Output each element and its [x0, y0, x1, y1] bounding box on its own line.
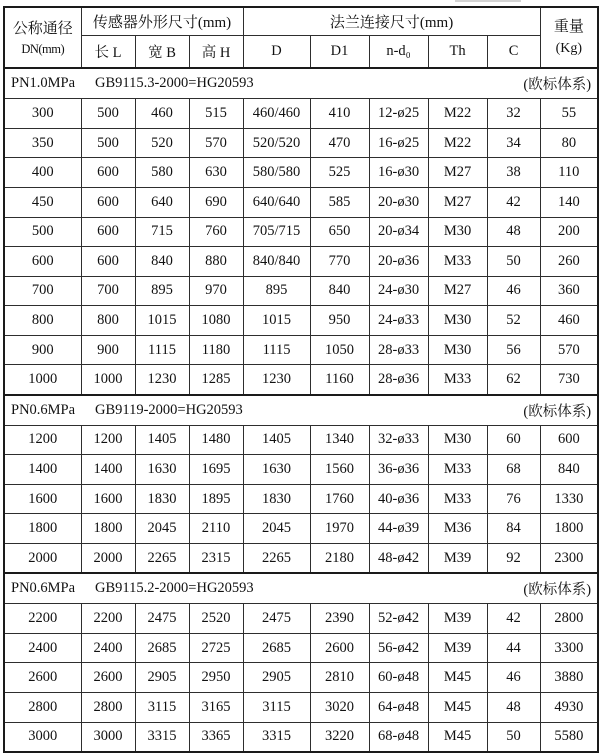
table-cell: 2905: [135, 663, 189, 693]
table-row: [4, 693, 598, 723]
table-row: [4, 187, 598, 217]
table-cell: M33: [428, 365, 487, 395]
header-d1: D1: [310, 35, 369, 68]
header-length-l: 长 L: [81, 35, 135, 68]
header-height-h: 高 H: [189, 35, 243, 68]
table-cell: M45: [428, 663, 487, 693]
table-cell: M45: [428, 722, 487, 752]
table-cell: 2800: [540, 604, 598, 634]
table-cell: M30: [428, 425, 487, 455]
table-cell: 880: [189, 247, 243, 277]
table-cell: 1230: [135, 365, 189, 395]
header-nominal-diameter-unit: DN(mm): [21, 42, 65, 56]
table-cell: 20-ø34: [369, 217, 428, 247]
table-cell: 900: [81, 335, 135, 365]
table-cell: 2475: [135, 604, 189, 634]
table-cell: 400: [4, 158, 81, 188]
table-cell: 56: [487, 335, 540, 365]
table-cell: 2475: [243, 604, 310, 634]
table-cell: 570: [189, 128, 243, 158]
header-weight-cn: 重量: [553, 19, 584, 36]
table-cell: 570: [540, 335, 598, 365]
scan-artifact: [455, 0, 521, 2]
table-cell: 1405: [243, 425, 310, 455]
table-cell: 2520: [189, 604, 243, 634]
table-cell: 410: [310, 99, 369, 129]
table-cell: 1760: [310, 484, 369, 514]
table-cell: 600: [81, 247, 135, 277]
table-cell: 110: [540, 158, 598, 188]
table-cell: 3220: [310, 722, 369, 752]
table-cell: 705/715: [243, 217, 310, 247]
section-standard: GB9115.2-2000=HG20593: [95, 580, 254, 597]
table-cell: 5580: [540, 722, 598, 752]
table-row: [4, 306, 598, 336]
table-cell: 700: [4, 276, 81, 306]
table-cell: 350: [4, 128, 81, 158]
table-cell: 52-ø42: [369, 604, 428, 634]
table-cell: 520/520: [243, 128, 310, 158]
table-cell: 3000: [81, 722, 135, 752]
table-row: [4, 544, 598, 574]
table-cell: 1600: [81, 484, 135, 514]
header-d: D: [243, 35, 310, 68]
table-cell: 20-ø36: [369, 247, 428, 277]
table-cell: 515: [189, 99, 243, 129]
table-cell: M30: [428, 335, 487, 365]
table-cell: 2265: [243, 544, 310, 574]
table-cell: 2110: [189, 514, 243, 544]
table-cell: 2000: [81, 544, 135, 574]
table-cell: 1830: [243, 484, 310, 514]
table-cell: 55: [540, 99, 598, 129]
section-row: [4, 68, 598, 99]
table-cell: 28-ø33: [369, 335, 428, 365]
table-cell: 460/460: [243, 99, 310, 129]
section-note: (欧标体系): [523, 77, 592, 94]
table-cell: 2300: [540, 544, 598, 574]
table-cell: 840/840: [243, 247, 310, 277]
table-cell: 580/580: [243, 158, 310, 188]
table-cell: 1115: [243, 335, 310, 365]
table-row: [4, 455, 598, 485]
table-cell: 1895: [189, 484, 243, 514]
table-cell: 20-ø30: [369, 187, 428, 217]
table-cell: M39: [428, 633, 487, 663]
table-cell: M39: [428, 604, 487, 634]
table-cell: 200: [540, 217, 598, 247]
table-cell: 3315: [135, 722, 189, 752]
table-cell: 2800: [81, 693, 135, 723]
table-cell: 76: [487, 484, 540, 514]
table-cell: 34: [487, 128, 540, 158]
table-cell: 68: [487, 455, 540, 485]
table-cell: 640: [135, 187, 189, 217]
section-cell: [4, 68, 598, 99]
section-row: [4, 395, 598, 426]
table-cell: 600: [540, 425, 598, 455]
table-cell: 2200: [4, 604, 81, 634]
table-cell: 3880: [540, 663, 598, 693]
table-cell: 2045: [135, 514, 189, 544]
table-cell: 2600: [81, 663, 135, 693]
table-row: [4, 604, 598, 634]
table-row: [4, 276, 598, 306]
table-cell: 62: [487, 365, 540, 395]
table-cell: 24-ø30: [369, 276, 428, 306]
table-row: [4, 365, 598, 395]
table-row: [4, 99, 598, 129]
table-row: [4, 722, 598, 752]
table-cell: 48: [487, 693, 540, 723]
table-cell: 2905: [243, 663, 310, 693]
table-cell: 1800: [540, 514, 598, 544]
table-cell: 600: [4, 247, 81, 277]
table-row: [4, 633, 598, 663]
table-row: [4, 335, 598, 365]
table-cell: M36: [428, 514, 487, 544]
table-cell: 1695: [189, 455, 243, 485]
table-cell: 48-ø42: [369, 544, 428, 574]
table-cell: 42: [487, 187, 540, 217]
table-cell: 1115: [135, 335, 189, 365]
table-cell: 1000: [4, 365, 81, 395]
table-cell: 2685: [135, 633, 189, 663]
table-cell: M27: [428, 158, 487, 188]
table-cell: 50: [487, 247, 540, 277]
table-cell: 2725: [189, 633, 243, 663]
table-cell: 1560: [310, 455, 369, 485]
table-cell: 450: [4, 187, 81, 217]
section-note: (欧标体系): [523, 403, 592, 420]
table-row: [4, 514, 598, 544]
table-cell: 840: [540, 455, 598, 485]
table-cell: 900: [4, 335, 81, 365]
table-cell: 2265: [135, 544, 189, 574]
table-cell: 1285: [189, 365, 243, 395]
table-cell: 50: [487, 722, 540, 752]
table-cell: 46: [487, 276, 540, 306]
header-sensor-dimensions-group: 传感器外形尺寸(mm): [81, 7, 243, 35]
table-cell: 3165: [189, 693, 243, 723]
table-cell: 650: [310, 217, 369, 247]
table-cell: 690: [189, 187, 243, 217]
table-cell: 140: [540, 187, 598, 217]
table-row: [4, 217, 598, 247]
table-cell: M33: [428, 247, 487, 277]
table-cell: M33: [428, 484, 487, 514]
table-cell: 2600: [310, 633, 369, 663]
table-row: [4, 158, 598, 188]
table-cell: 2950: [189, 663, 243, 693]
table-row: [4, 663, 598, 693]
table-cell: 470: [310, 128, 369, 158]
table-row: [4, 484, 598, 514]
table-cell: 2000: [4, 544, 81, 574]
table-cell: 84: [487, 514, 540, 544]
section-row: [4, 573, 598, 604]
table-cell: 2400: [4, 633, 81, 663]
table-cell: 38: [487, 158, 540, 188]
table-cell: 80: [540, 128, 598, 158]
table-cell: 1830: [135, 484, 189, 514]
table-cell: 760: [189, 217, 243, 247]
table-cell: M27: [428, 276, 487, 306]
table-cell: 2315: [189, 544, 243, 574]
table-cell: 48: [487, 217, 540, 247]
table-cell: 40-ø36: [369, 484, 428, 514]
table-cell: 16-ø30: [369, 158, 428, 188]
section-pressure: PN0.6MPa: [11, 580, 76, 597]
table-cell: 1200: [81, 425, 135, 455]
table-cell: 2390: [310, 604, 369, 634]
table-row: [4, 128, 598, 158]
table-cell: 1200: [4, 425, 81, 455]
section-cell: [4, 395, 598, 426]
table-cell: 64-ø48: [369, 693, 428, 723]
table-cell: 1015: [135, 306, 189, 336]
table-cell: 600: [81, 158, 135, 188]
header-nominal-diameter: [4, 7, 81, 68]
table-cell: 460: [540, 306, 598, 336]
header-flange-dimensions-group: 法兰连接尺寸(mm): [243, 7, 540, 35]
table-cell: 3020: [310, 693, 369, 723]
table-cell: 60-ø48: [369, 663, 428, 693]
table-cell: 1630: [243, 455, 310, 485]
table-cell: 52: [487, 306, 540, 336]
table-cell: 300: [4, 99, 81, 129]
table-cell: 715: [135, 217, 189, 247]
table-cell: 500: [81, 128, 135, 158]
table-cell: 32-ø33: [369, 425, 428, 455]
table-cell: 28-ø36: [369, 365, 428, 395]
table-cell: M30: [428, 217, 487, 247]
table-cell: 3000: [4, 722, 81, 752]
table-body: [4, 68, 598, 752]
table-cell: 2810: [310, 663, 369, 693]
table-cell: 1970: [310, 514, 369, 544]
table-cell: 2685: [243, 633, 310, 663]
section-pressure: PN0.6MPa: [11, 401, 76, 418]
table-cell: 36-ø36: [369, 455, 428, 485]
table-cell: 600: [81, 217, 135, 247]
table-cell: M22: [428, 128, 487, 158]
table-cell: 12-ø25: [369, 99, 428, 129]
table-cell: M27: [428, 187, 487, 217]
table-cell: 700: [81, 276, 135, 306]
table-cell: 1080: [189, 306, 243, 336]
table-cell: 2200: [81, 604, 135, 634]
section-pressure: PN1.0MPa: [11, 75, 76, 92]
table-cell: 1330: [540, 484, 598, 514]
table-cell: 1340: [310, 425, 369, 455]
table-cell: 92: [487, 544, 540, 574]
table-cell: 1600: [4, 484, 81, 514]
header-nominal-diameter-cn: 公称通径: [12, 20, 73, 37]
table-cell: 1160: [310, 365, 369, 395]
header-c: C: [487, 35, 540, 68]
table-header: [4, 7, 598, 68]
section-standard: GB9119-2000=HG20593: [95, 401, 243, 418]
table-cell: 895: [135, 276, 189, 306]
table-cell: 32: [487, 99, 540, 129]
table-cell: 360: [540, 276, 598, 306]
table-cell: 950: [310, 306, 369, 336]
table-cell: 1015: [243, 306, 310, 336]
table-cell: 500: [81, 99, 135, 129]
table-cell: 520: [135, 128, 189, 158]
table-row: [4, 247, 598, 277]
table-cell: 1800: [4, 514, 81, 544]
table-cell: 580: [135, 158, 189, 188]
table-cell: 770: [310, 247, 369, 277]
table-cell: 730: [540, 365, 598, 395]
table-cell: 1480: [189, 425, 243, 455]
header-weight: [540, 7, 598, 68]
table-cell: 1050: [310, 335, 369, 365]
table-cell: 24-ø33: [369, 306, 428, 336]
section-standard: GB9115.3-2000=HG20593: [95, 75, 254, 92]
table-cell: 1230: [243, 365, 310, 395]
table-row: [4, 425, 598, 455]
table-cell: 46: [487, 663, 540, 693]
table-cell: 2180: [310, 544, 369, 574]
table-cell: 3315: [243, 722, 310, 752]
table-cell: 3115: [243, 693, 310, 723]
table-cell: 800: [4, 306, 81, 336]
table-cell: M45: [428, 693, 487, 723]
header-n-d0: n-d₀: [369, 35, 428, 68]
table-cell: 260: [540, 247, 598, 277]
table-cell: 2600: [4, 663, 81, 693]
table-cell: 500: [4, 217, 81, 247]
table-cell: M33: [428, 455, 487, 485]
table-cell: 2800: [4, 693, 81, 723]
table-cell: 525: [310, 158, 369, 188]
table-cell: 970: [189, 276, 243, 306]
table-cell: 3365: [189, 722, 243, 752]
table-cell: 68-ø48: [369, 722, 428, 752]
table-cell: 1000: [81, 365, 135, 395]
table-cell: 840: [310, 276, 369, 306]
table-cell: 3300: [540, 633, 598, 663]
section-note: (欧标体系): [523, 582, 592, 599]
table-cell: 800: [81, 306, 135, 336]
table-cell: 56-ø42: [369, 633, 428, 663]
table-cell: 3115: [135, 693, 189, 723]
table-cell: 1180: [189, 335, 243, 365]
table-cell: 1405: [135, 425, 189, 455]
table-cell: 1800: [81, 514, 135, 544]
table-cell: 4930: [540, 693, 598, 723]
section-cell: [4, 573, 598, 604]
table-cell: 460: [135, 99, 189, 129]
header-weight-unit: (Kg): [555, 40, 583, 56]
table-cell: 1400: [81, 455, 135, 485]
table-cell: M39: [428, 544, 487, 574]
table-cell: 1630: [135, 455, 189, 485]
table-cell: 60: [487, 425, 540, 455]
table-cell: M30: [428, 306, 487, 336]
dimension-spec-table: [3, 6, 599, 753]
table-cell: 1400: [4, 455, 81, 485]
table-cell: 600: [81, 187, 135, 217]
table-cell: M22: [428, 99, 487, 129]
table-cell: 2045: [243, 514, 310, 544]
table-cell: 895: [243, 276, 310, 306]
table-cell: 630: [189, 158, 243, 188]
table-cell: 44: [487, 633, 540, 663]
header-th: Th: [428, 35, 487, 68]
table-cell: 585: [310, 187, 369, 217]
table-cell: 640/640: [243, 187, 310, 217]
table-cell: 840: [135, 247, 189, 277]
table-cell: 42: [487, 604, 540, 634]
table-cell: 16-ø25: [369, 128, 428, 158]
header-width-b: 宽 B: [135, 35, 189, 68]
table-cell: 44-ø39: [369, 514, 428, 544]
table-cell: 2400: [81, 633, 135, 663]
